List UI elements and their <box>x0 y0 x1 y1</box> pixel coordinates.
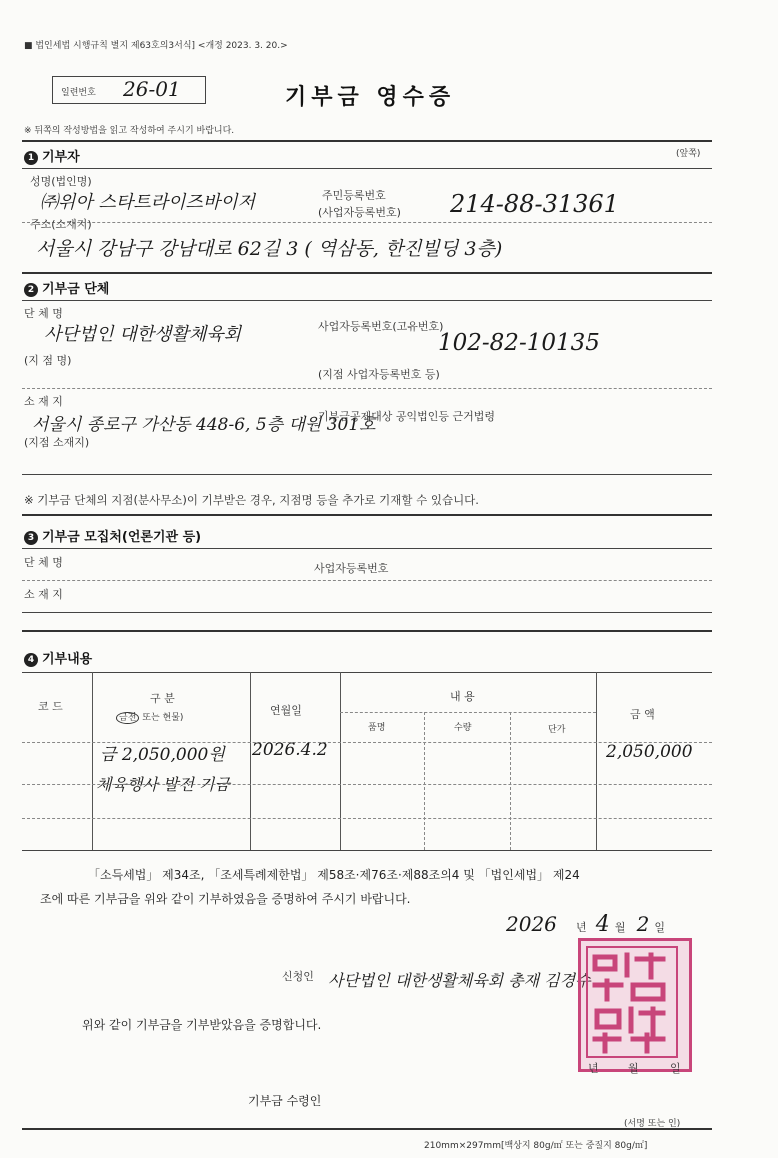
section-3-title: 기부금 모집처(언론기관 등) <box>42 530 202 545</box>
divider <box>22 222 712 223</box>
applicant-label: 신청인 <box>282 970 314 983</box>
received-year-unit: 년 <box>588 1062 599 1075</box>
agency-location-label: 소 재 지 <box>24 588 63 601</box>
divider <box>22 514 712 516</box>
branch-note: ※ 기부금 단체의 지점(분사무소)이 기부받은 경우, 지점명 등을 추가로 기재할 수 있습니다. <box>24 493 479 507</box>
signature-note: (서명 또는 인) <box>624 1119 681 1129</box>
divider <box>22 474 712 475</box>
paper-spec: 210mm×297mm[백상지 80g/㎡ 또는 중질지 80g/㎡] <box>424 1141 648 1151</box>
page-side-label: (앞쪽) <box>676 149 701 159</box>
signed-day-unit: 일 <box>654 921 666 934</box>
certify-text-line-2: 조에 따른 기부금을 위와 같이 기부하였음을 증명하여 주시기 바랍니다. <box>40 892 411 906</box>
section-1-title: 기부자 <box>42 150 80 165</box>
donor-regno-value: 214-88-31361 <box>450 190 619 218</box>
col-category-sub-label: 금전 또는 현물) <box>116 710 183 723</box>
donor-regno-label-2: (사업자등록번호) <box>318 206 401 219</box>
divider <box>22 388 712 389</box>
row-category-value-1: 금 2,050,000원 <box>100 745 225 765</box>
legal-basis-label: 기부금공제대상 공익법인등 근거법령 <box>318 410 496 423</box>
col-qty-label: 수량 <box>454 723 472 733</box>
donor-name-value: ㈜위아 스타트라이즈바이저 <box>40 192 255 213</box>
org-name-label: 단 체 명 <box>24 307 63 320</box>
col-code-label: 코 드 <box>38 700 63 713</box>
section-1-number: 1 <box>24 151 38 165</box>
donor-address-label: 주소(소재지) <box>30 218 92 231</box>
org-location-value: 서울시 종로구 가산동 448-6, 5층 대원 301호 <box>32 415 376 435</box>
table-row-divider <box>22 818 712 819</box>
row-category-value-2: 체육행사 발전 기금 <box>96 775 230 794</box>
branch-name-label: (지 점 명) <box>24 354 72 367</box>
col-unit-label: 단가 <box>548 725 566 735</box>
received-month-unit: 월 <box>628 1062 639 1075</box>
signed-date <box>506 912 665 937</box>
divider <box>22 168 712 169</box>
org-name-value: 사단법인 대한생활체육회 <box>44 324 241 345</box>
seal-icon <box>581 941 683 1063</box>
section-1-heading <box>24 146 80 165</box>
col-item-label: 품명 <box>368 723 386 733</box>
official-seal-stamp <box>578 938 692 1072</box>
page-title: 기부금 영수증 <box>285 85 456 110</box>
row-amount-value: 2,050,000 <box>606 742 693 762</box>
serial-label: 일련번호 <box>61 88 96 98</box>
table-col-divider <box>340 672 341 850</box>
agency-name-label: 단 체 명 <box>24 556 63 569</box>
signed-day: 2 <box>636 912 650 936</box>
col-content-label: 내 용 <box>450 690 475 703</box>
received-statement: 위와 같이 기부금을 기부받았음을 증명합니다. <box>82 1018 322 1032</box>
serial-box <box>52 76 206 104</box>
branch-bizno-label: (지점 사업자등록번호 등) <box>318 368 440 381</box>
divider <box>22 612 712 613</box>
table-col-divider <box>92 672 93 850</box>
section-3-heading <box>24 526 201 545</box>
section-2-heading <box>24 278 109 297</box>
donor-name-label: 성명(법인명) <box>30 175 92 188</box>
section-4-heading <box>24 648 92 667</box>
divider <box>22 548 712 549</box>
section-2-title: 기부금 단체 <box>42 282 110 297</box>
table-col-divider <box>250 672 251 850</box>
table-subheader-divider <box>340 712 596 713</box>
donor-address-value: 서울시 강남구 강남대로 62길 3 ( 역삼동, 한진빌딩 3층) <box>36 238 503 260</box>
table-top-border <box>22 672 712 673</box>
divider <box>22 140 712 142</box>
section-4-number: 4 <box>24 653 38 667</box>
recipient-label: 기부금 수령인 <box>248 1094 322 1108</box>
form-header: ■ 법인세법 시행규칙 별지 제63호의3서식] <개정 2023. 3. 20.> <box>24 41 288 51</box>
org-bizno-value: 102-82-10135 <box>438 330 600 356</box>
applicant-signature: 사단법인 대한생활체육회 총재 김경수 <box>328 971 591 990</box>
row-date-value: 2026.4.2 <box>252 740 328 760</box>
serial-value: 26-01 <box>123 77 181 101</box>
divider <box>22 1128 712 1130</box>
received-day-unit: 일 <box>670 1062 681 1075</box>
col-date-label: 연월일 <box>270 704 302 717</box>
table-bottom-border <box>22 850 712 851</box>
signed-month-unit: 월 <box>614 921 626 934</box>
table-col-divider <box>424 712 425 850</box>
divider <box>22 580 712 581</box>
table-col-divider <box>596 672 597 850</box>
agency-bizno-label: 사업자등록번호 <box>314 562 389 575</box>
certify-text-line-1: 「소득세법」 제34조, 「조세특례제한법」 제58조·제76조·제88조의4 및 「법인세법」 제24 <box>88 868 580 882</box>
section-3-number: 3 <box>24 531 38 545</box>
org-bizno-label: 사업자등록번호(고유번호) <box>318 320 444 333</box>
instruction-note: ※ 뒤쪽의 작성방법을 읽고 작성하여 주시기 바랍니다. <box>24 126 235 136</box>
col-amount-label: 금 액 <box>630 708 655 721</box>
branch-location-label: (지점 소재지) <box>24 436 90 449</box>
org-location-label: 소 재 지 <box>24 395 63 408</box>
divider <box>22 272 712 274</box>
table-row-divider <box>22 784 712 785</box>
divider <box>22 300 712 301</box>
divider <box>22 630 712 632</box>
section-2-number: 2 <box>24 283 38 297</box>
signed-month: 4 <box>595 912 610 937</box>
section-4-title: 기부내용 <box>42 652 93 667</box>
donor-regno-label-1: 주민등록번호 <box>322 189 386 202</box>
col-category-label: 구 분 <box>150 692 175 705</box>
signed-year: 2026 <box>506 912 557 936</box>
signed-year-unit: 년 <box>576 921 587 934</box>
table-col-divider <box>510 712 511 850</box>
